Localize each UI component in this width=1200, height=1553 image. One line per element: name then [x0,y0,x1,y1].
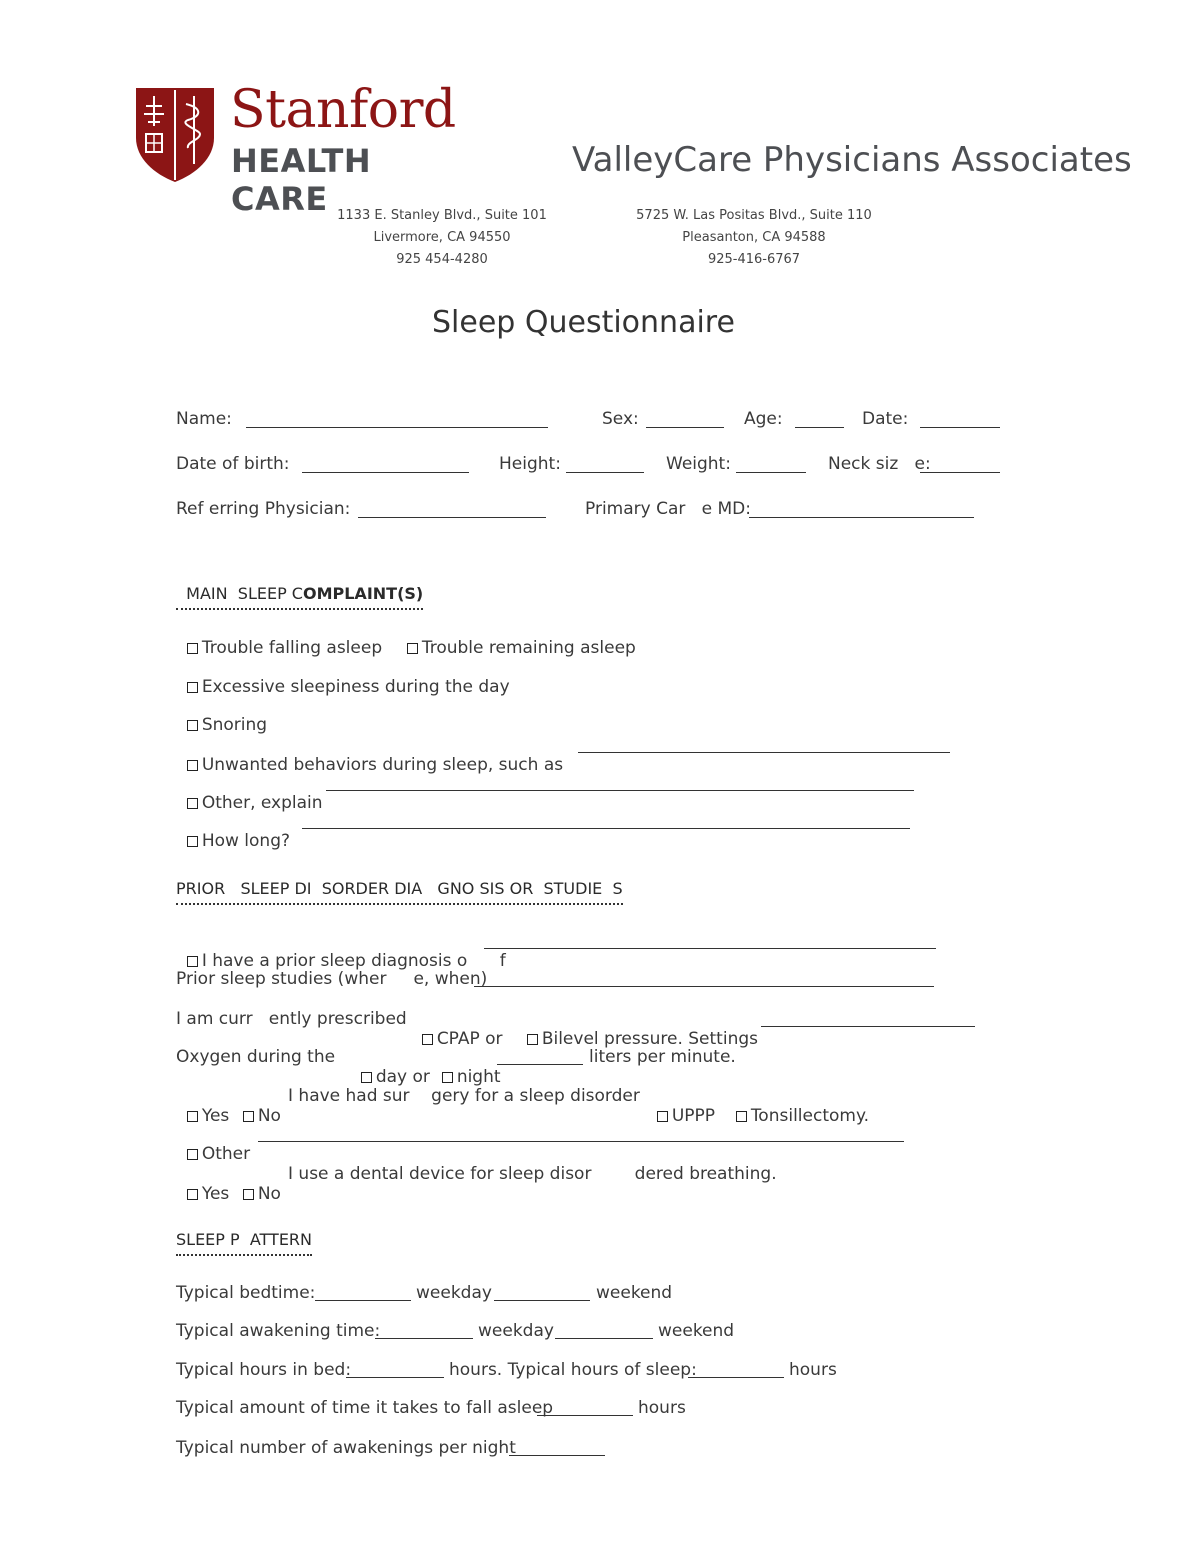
uppp-option [646,1086,715,1126]
awakening-weekend-field[interactable] [555,1338,653,1339]
bilevel-label: Bilevel pressure. Settings [541,1029,758,1049]
awakening-weekend-label: weekend [658,1321,735,1341]
practice-name: ValleyCare Physicians Associates [572,140,1132,180]
oxygen-label: Oxygen during the [176,1047,336,1067]
checkbox-other[interactable] [187,798,198,809]
liters-label: liters per minute. [589,1047,736,1067]
sex-label: Sex: [602,409,639,429]
checkbox-surgery-other[interactable] [187,1149,198,1160]
dob-field[interactable] [302,472,469,473]
fall-asleep-label: Typical amount of time it takes to fall asleep [176,1398,554,1418]
checkbox-bilevel[interactable] [527,1034,538,1045]
awakenings-label: Typical number of awakenings per night [176,1438,516,1458]
weight-field[interactable] [736,472,806,473]
complaint-how-long [176,811,290,851]
checkbox-trouble-falling[interactable] [187,643,198,654]
complaint-trouble-falling-label: Trouble falling asleep [201,638,383,658]
sex-field[interactable] [646,427,724,428]
weight-label: Weight: [666,454,731,474]
prior-heading: PRIOR SLEEP DI SORDER DIA GNO SIS OR STUDIE S [176,879,623,905]
checkbox-cpap[interactable] [422,1034,433,1045]
other-explain-field[interactable] [326,790,914,791]
date-field[interactable] [920,427,1000,428]
complaint-sleepiness [176,657,510,697]
dob-label: Date of birth: [176,454,290,474]
complaints-heading [176,565,423,610]
prior-diagnosis [176,931,506,971]
prior-diagnosis-field[interactable] [484,948,936,949]
complaint-how-long-label: How long? [201,831,291,851]
name-label: Name: [176,409,232,429]
name-field[interactable] [246,427,548,428]
neck-field[interactable] [920,472,1000,473]
checkbox-behaviors[interactable] [187,760,198,771]
surgery-other-label: Other [201,1144,251,1164]
address-right-phone: 925-416-6767 [707,252,801,267]
fall-asleep-unit: hours [638,1398,686,1418]
surgery-other-field[interactable] [258,1141,904,1142]
address-left [312,205,572,271]
surgery-label: I have had sur gery for a sleep disorder [288,1086,640,1106]
complaints-heading-b: OMPLAINT(S) [302,584,424,603]
checkbox-dental-yes[interactable] [187,1189,198,1200]
checkbox-surgery-no[interactable] [243,1111,254,1122]
bedtime-weekend-field[interactable] [494,1300,590,1301]
cpap-option [411,1009,503,1049]
oxygen-day-label: day or [375,1067,430,1087]
surgery-yes-option [176,1086,229,1126]
logo-subtitle: HEALTH CARE [231,142,372,218]
awakening-weekday-field[interactable] [375,1338,473,1339]
checkbox-oxygen-day[interactable] [361,1072,372,1083]
liters-field[interactable] [497,1064,583,1065]
checkbox-prior-diagnosis[interactable] [187,956,198,967]
dental-label: I use a dental device for sleep disor dered breathing. [288,1164,777,1184]
bedtime-label: Typical bedtime: [176,1283,316,1303]
checkbox-tonsil[interactable] [736,1111,747,1122]
hours-sleep-label: hours. Typical hours of sleep: [449,1360,697,1380]
stanford-shield-icon [134,86,216,184]
awakening-weekday-label: weekday [478,1321,554,1341]
age-label: Age: [744,409,783,429]
bedtime-weekend-label: weekend [596,1283,673,1303]
awakening-label: Typical awakening time: [176,1321,381,1341]
checkbox-sleepiness[interactable] [187,682,198,693]
height-field[interactable] [566,472,644,473]
prior-diagnosis-label: I have a prior sleep diagnosis o f [201,951,506,971]
prescribed-label: I am curr ently prescribed [176,1009,407,1029]
date-label: Date: [862,409,909,429]
checkbox-how-long[interactable] [187,836,198,847]
complaint-sleepiness-label: Excessive sleepiness during the day [201,677,510,697]
checkbox-snoring[interactable] [187,720,198,731]
primary-field[interactable] [749,517,974,518]
uppp-label: UPPP [671,1106,716,1126]
bedtime-weekday-field[interactable] [315,1300,411,1301]
height-label: Height: [499,454,561,474]
checkbox-dental-no[interactable] [243,1189,254,1200]
pattern-heading: SLEEP P ATTERN [176,1230,312,1256]
oxygen-night-option [431,1047,501,1087]
complaints-heading-a: MAIN SLEEP C [186,584,303,603]
address-right-street: 5725 W. Las Positas Blvd., Suite 110 [636,208,872,223]
checkbox-surgery-yes[interactable] [187,1111,198,1122]
hours-sleep-field[interactable] [688,1377,784,1378]
fall-asleep-field[interactable] [537,1415,633,1416]
checkbox-uppp[interactable] [657,1111,668,1122]
complaint-trouble-falling [176,618,382,658]
hours-sleep-unit: hours [789,1360,837,1380]
complaint-trouble-remaining-label: Trouble remaining asleep [421,638,636,658]
dental-yes-option [176,1164,229,1204]
surgery-other-option [176,1124,250,1164]
oxygen-night-label: night [456,1067,501,1087]
primary-label: Primary Car e MD: [585,499,751,519]
checkbox-trouble-remaining[interactable] [407,643,418,654]
stanford-logo [134,80,464,218]
how-long-field[interactable] [302,828,910,829]
address-left-phone: 925 454-4280 [396,252,488,267]
logo-name: Stanford [230,80,456,140]
bilevel-option [516,1009,758,1049]
oxygen-day-option [350,1047,430,1087]
complaint-trouble-remaining [396,618,636,658]
tonsil-option [725,1086,869,1126]
behaviors-field[interactable] [578,752,950,753]
prior-studies-field[interactable] [474,986,934,987]
hours-bed-label: Typical hours in bed: [176,1360,352,1380]
hours-bed-field[interactable] [346,1377,444,1378]
dental-no-label: No [257,1184,281,1204]
complaint-snoring-label: Snoring [201,715,268,735]
surgery-no-option [232,1086,281,1126]
neck-label: Neck siz e: [828,454,931,474]
settings-field[interactable] [761,1026,975,1027]
surgery-no-label: No [257,1106,281,1126]
address-left-street: 1133 E. Stanley Blvd., Suite 101 [337,208,547,223]
address-left-city: Livermore, CA 94550 [373,230,511,245]
complaint-snoring [176,695,267,735]
dental-yes-label: Yes [201,1184,230,1204]
complaint-behaviors-label: Unwanted behaviors during sleep, such as [201,755,564,775]
referring-field[interactable] [358,517,546,518]
complaint-other [176,773,323,813]
age-field[interactable] [795,427,844,428]
surgery-yes-label: Yes [201,1106,230,1126]
bedtime-weekday-label: weekday [416,1283,492,1303]
referring-label: Ref erring Physician: [176,499,351,519]
address-right-city: Pleasanton, CA 94588 [682,230,826,245]
checkbox-oxygen-night[interactable] [442,1072,453,1083]
page-title: Sleep Questionnaire [432,305,735,340]
address-right [620,205,888,271]
awakenings-field[interactable] [509,1455,605,1456]
dental-no-option [232,1164,281,1204]
cpap-label: CPAP or [436,1029,503,1049]
complaint-behaviors [176,735,563,775]
tonsil-label: Tonsillectomy. [750,1106,869,1126]
prior-studies-label: Prior sleep studies (wher e, when) [176,969,488,989]
complaint-other-label: Other, explain [201,793,323,813]
